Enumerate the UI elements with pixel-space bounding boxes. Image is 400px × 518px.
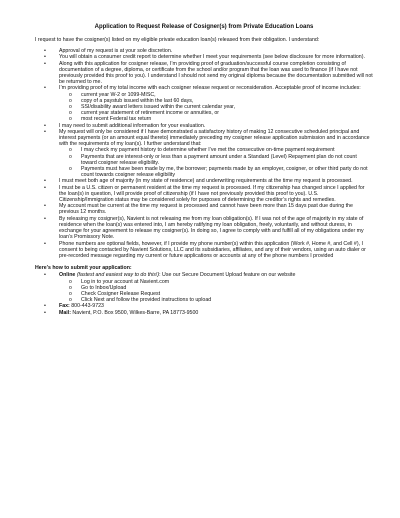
submit-heading: Here’s how to submit your application: bbox=[35, 265, 132, 272]
term-subitem bbox=[59, 166, 373, 178]
sub-bullet-marker: o bbox=[69, 97, 72, 104]
term-item bbox=[35, 216, 373, 241]
term-sublist bbox=[59, 147, 373, 178]
term-subitem-text: I may check my payment history to determine whether I’ve met the consecutive on-time payment requirement bbox=[81, 147, 335, 154]
term-item bbox=[35, 185, 373, 204]
bullet-marker: • bbox=[44, 203, 46, 210]
term-text: I may need to submit additional information for your evaluation. bbox=[59, 122, 206, 129]
sub-bullet-marker: o bbox=[69, 91, 72, 98]
fax-label: Fax: bbox=[59, 303, 70, 310]
bullet-marker: • bbox=[44, 240, 46, 247]
submit-method-online bbox=[35, 272, 373, 303]
term-item bbox=[35, 203, 373, 215]
online-label: Online bbox=[59, 272, 76, 279]
term-text: I must be a U.S. citizen or permanent resident at the time my request is processed. If my citizenship has changed since I applied for the loan(s) in question, I will provide proof of citizenship (if I have not previously provided this proof to you). U.S. Citizenship/Immigration status may be considered solely for purposes of determining the creditor’s rights and remedies. bbox=[59, 184, 365, 204]
term-text: I must meet both age of majority (in my state of residence) and underwriting requirements at the time my request is processed. bbox=[59, 178, 353, 185]
submit-method-mail bbox=[35, 310, 373, 316]
term-sublist bbox=[59, 92, 373, 123]
online-step: o Check Cosigner Release Request bbox=[69, 290, 161, 297]
bullet-marker: • bbox=[44, 48, 46, 55]
fax-value: 800-443-9723 bbox=[69, 303, 104, 310]
bullet-marker: • bbox=[44, 309, 46, 316]
submit-methods-list bbox=[35, 272, 373, 315]
term-text: My account must be current at the time my request is processed and cannot have been more than 15 days past due during the previous 12 months. bbox=[59, 203, 353, 216]
document-title: Application to Request Release of Cosigner(s) from Private Education Loans bbox=[94, 24, 314, 30]
term-subitem-text: most recent Federal tax return bbox=[81, 116, 152, 123]
term-subitem-text: SSI/disability award letters issued within the current calendar year, bbox=[81, 104, 236, 111]
bullet-marker: • bbox=[44, 215, 46, 222]
term-subitem-text: copy of a paystub issued within the last 60 days, bbox=[81, 97, 194, 104]
term-item bbox=[35, 241, 373, 260]
bullet-marker: • bbox=[44, 272, 46, 279]
sub-bullet-marker: o bbox=[69, 104, 72, 111]
online-step: o Log in to your account at Navient.com bbox=[69, 278, 170, 285]
term-subitem-text: current year statement of retirement income or annuities, or bbox=[81, 110, 220, 117]
term-text: I’m providing proof of my total income with each cosigner release request or reconsideration. Acceptable proof of income includes: bbox=[59, 85, 361, 92]
term-subitem-text: Payments that are interest-only or less than a payment amount under a Standard (Level) Repayment plan do not count toward cosigner release eligibility. bbox=[81, 153, 357, 166]
term-subitem-text: current year W-2 or 1099-MISC, bbox=[81, 91, 156, 98]
bullet-marker: • bbox=[44, 184, 46, 191]
term-item bbox=[35, 129, 373, 179]
online-step: o Go to Inbox/Upload bbox=[69, 284, 127, 291]
online-text: : Use our Secure Document Upload feature on our website bbox=[159, 272, 296, 279]
term-text: Phone numbers are optional fields, however, if I provide my phone number(s) within this application (Work #, Home #, and Cell #), I consent to being contacted by Navient Solutions, LLC and its subsidiaries, affiliates, and any of their vendors, using an auto dialer or pre-recorded message regarding my current or future applications or accounts at any of the phone numbers I provided bbox=[59, 240, 366, 259]
bullet-marker: • bbox=[44, 54, 46, 61]
mail-label: Mail: bbox=[59, 309, 71, 316]
bullet-marker: • bbox=[44, 85, 46, 92]
bullet-marker: • bbox=[44, 128, 46, 135]
sub-bullet-marker: o bbox=[69, 153, 72, 160]
sub-bullet-marker: o bbox=[69, 116, 72, 123]
online-step: o Click Next and follow the provided instructions to upload bbox=[69, 297, 212, 304]
bullet-marker: • bbox=[44, 178, 46, 185]
term-text: By releasing my cosigner(s), Navient is not releasing me from my loan obligation(s). If I was not of the age of majority in my state of residence when the loan(s) was entered into, I am hereby ratifying my loan obligation, freely, voluntarily, and without duress, in exchange for your agreement to release my cosigner(s). In doing so, I agree to comply with and fulfill all of my obligations under my loan’s Promissory Note. bbox=[59, 215, 364, 241]
bullet-marker: • bbox=[44, 122, 46, 129]
mail-value: Navient, P.O. Box 9500, Wilkes-Barre, PA 18773-9500 bbox=[70, 309, 199, 316]
terms-list bbox=[35, 48, 373, 259]
sub-bullet-marker: o bbox=[69, 166, 72, 173]
bullet-marker: • bbox=[44, 303, 46, 310]
term-subitem bbox=[59, 154, 373, 166]
term-item bbox=[35, 85, 373, 122]
bullet-marker: • bbox=[44, 60, 46, 67]
term-text: You will obtain a consumer credit report to determine whether I meet your requirements (see below disclosure for more information). bbox=[59, 54, 365, 61]
sub-bullet-marker: o bbox=[69, 110, 72, 117]
online-steps-list bbox=[59, 279, 373, 304]
term-text: Along with this application for cosigner release, I’m providing proof of graduation/successful course completion consisting of documentation of a degree, diploma, or certificate from the school and/or program that the loan was used to finance (if I have not previously provided this proof to you). I understand I should not send my original diploma because the documentation submitted will not be returned to me. bbox=[59, 60, 373, 86]
online-note: (fastest and easiest way to do this!) bbox=[76, 272, 160, 279]
term-subitem-text: Payments must have been made by me, the borrower; payments made by an employer, cosigner, or other third party do not count towards cosigner release eligibility bbox=[81, 166, 368, 179]
sub-bullet-marker: o bbox=[69, 147, 72, 154]
term-text: My request will only be considered if I have demonstrated a satisfactory history of making 12 consecutive scheduled principal and interest payments (or an amount equal thereto) immediately preceding my cosigner release application submission and in accordance with the requirements of my loan(s). I further understand that: bbox=[59, 128, 370, 148]
term-text: Approval of my request is at your sole discretion. bbox=[59, 48, 173, 55]
term-item bbox=[35, 61, 373, 86]
intro-paragraph: I request to have the cosigner(s) listed on my eligible private education loan(s) released from their obligation. I understand: bbox=[35, 37, 320, 43]
